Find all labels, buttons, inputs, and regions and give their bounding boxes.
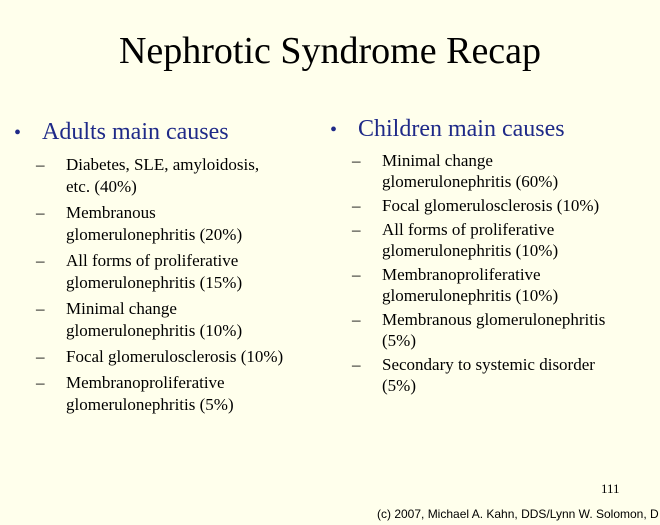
bullet-icon: •	[330, 119, 338, 141]
dash-icon: –	[36, 373, 45, 392]
list-item: – Membranoproliferative glomerulonephritis (5%)	[14, 372, 334, 416]
children-column	[330, 114, 655, 399]
dash-icon: –	[352, 196, 361, 215]
list-item: – Minimal change glomerulonephritis (60%)	[330, 150, 655, 192]
adults-causes-list	[14, 154, 334, 416]
adults-heading-text: Adults main causes	[42, 119, 229, 145]
list-item: – Secondary to systemic disorder (5%)	[330, 354, 655, 396]
dash-icon: –	[36, 251, 45, 270]
adults-heading	[14, 117, 334, 148]
dash-icon: –	[352, 220, 361, 239]
dash-icon: –	[352, 355, 361, 374]
dash-icon: –	[36, 155, 45, 174]
dash-icon: –	[36, 203, 45, 222]
bullet-icon: •	[14, 122, 22, 144]
list-item: – Minimal change glomerulonephritis (10%)	[14, 298, 334, 342]
page-number: 111	[601, 481, 620, 496]
children-heading	[330, 114, 655, 145]
adults-column	[14, 117, 334, 420]
list-item: – All forms of proliferative glomerulonephritis (15%)	[14, 250, 334, 294]
dash-icon: –	[36, 299, 45, 318]
list-item: – Membranous glomerulonephritis (5%)	[330, 309, 655, 351]
list-item: – Focal glomerulosclerosis (10%)	[330, 195, 655, 216]
dash-icon: –	[36, 347, 45, 366]
list-item: – Membranoproliferative glomerulonephritis (10%)	[330, 264, 655, 306]
slide-title: Nephrotic Syndrome Recap	[118, 30, 542, 72]
list-item: – Membranous glomerulonephritis (20%)	[14, 202, 334, 246]
dash-icon: –	[352, 265, 361, 284]
dash-icon: –	[352, 151, 361, 170]
children-causes-list	[330, 150, 655, 396]
list-item: – Diabetes, SLE, amyloidosis, etc. (40%)	[14, 154, 334, 198]
list-item: – All forms of proliferative glomerulonephritis (10%)	[330, 219, 655, 261]
copyright-footer: (c) 2007, Michael A. Kahn, DDS/Lynn W. Solomon, D	[377, 507, 659, 521]
dash-icon: –	[352, 310, 361, 329]
children-heading-text: Children main causes	[358, 116, 565, 142]
list-item: – Focal glomerulosclerosis (10%)	[14, 346, 334, 368]
